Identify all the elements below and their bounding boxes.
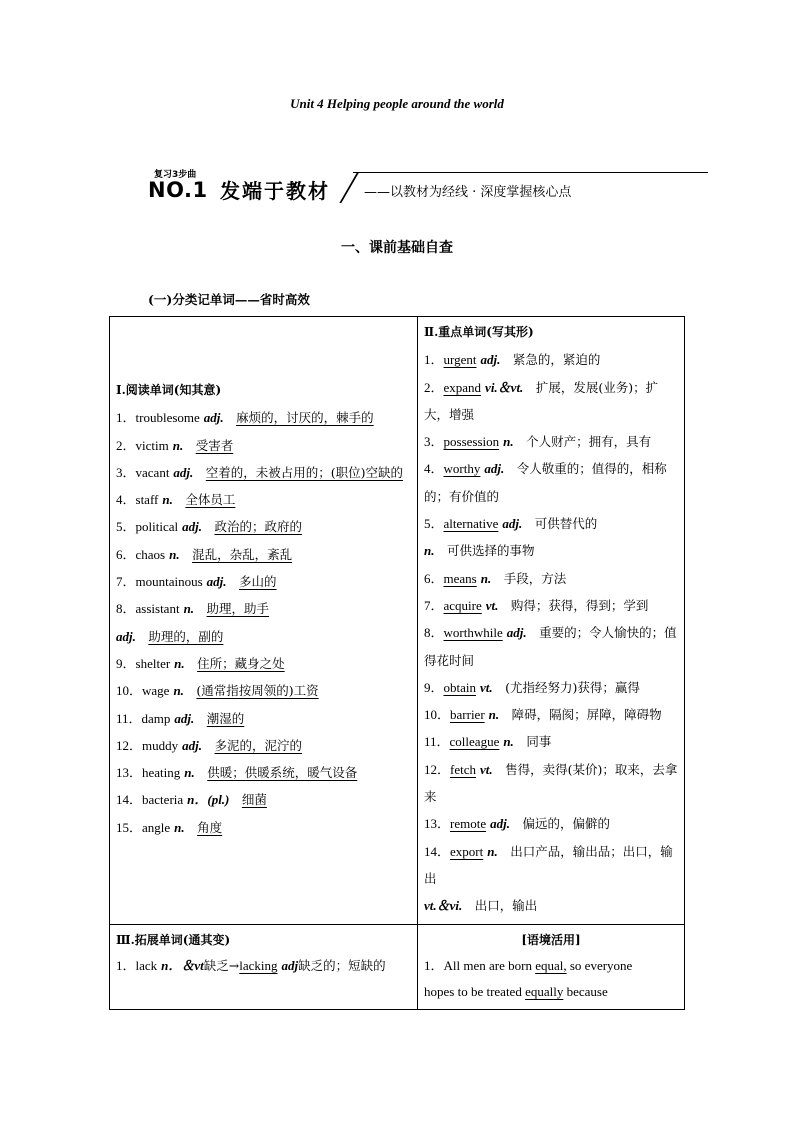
vocab-item xyxy=(424,592,678,619)
vocab-item xyxy=(116,814,411,841)
item-number: 3． xyxy=(424,434,444,450)
part-of-speech: n．(pl.) xyxy=(187,792,230,808)
part-of-speech: adj. xyxy=(480,352,501,368)
vocab-item xyxy=(424,838,678,893)
part-of-speech: n. xyxy=(424,543,435,559)
word: alternative xyxy=(443,516,499,532)
item-number: 10． xyxy=(116,683,143,699)
item-number: 12． xyxy=(116,737,143,753)
part-of-speech: adj. xyxy=(206,574,227,590)
part-of-speech: adj. xyxy=(173,464,194,480)
item-number: 13． xyxy=(116,765,143,781)
meaning: 可供替代的 xyxy=(534,516,598,532)
part-of-speech: vt. xyxy=(480,679,493,695)
answer-blank: equal, xyxy=(535,957,567,973)
vocab-item xyxy=(424,565,678,592)
vocab-item xyxy=(116,595,411,622)
reading-words-cell xyxy=(110,317,418,925)
vocab-item xyxy=(424,701,678,728)
vocab-item-extra xyxy=(424,892,678,919)
meaning: 出口产品，输出品；出口，输出 xyxy=(424,843,673,886)
meaning: 助理，助手 xyxy=(206,601,270,617)
vocab-item xyxy=(424,510,678,537)
section-title: 一、课前基础自查 xyxy=(341,240,453,256)
word: vacant xyxy=(135,464,170,480)
vocab-item xyxy=(424,428,678,455)
vocab-item xyxy=(116,486,411,513)
vocab-item-extra xyxy=(116,623,411,650)
item-number: 8． xyxy=(116,601,136,617)
vocab-item xyxy=(116,432,411,459)
part-of-speech: vt.＆vi. xyxy=(424,898,463,914)
vocabulary-table xyxy=(109,316,685,1010)
item-number: 5． xyxy=(424,516,444,532)
meaning: 偏远的，偏僻的 xyxy=(522,816,610,832)
meaning: 手段，方法 xyxy=(503,570,567,586)
vocab-item xyxy=(116,568,411,595)
part-of-speech: n. xyxy=(487,843,498,859)
vocab-item xyxy=(116,759,411,786)
word: fetch xyxy=(450,761,476,777)
meaning: 同事 xyxy=(526,734,552,750)
banner-main-title: 发端于教材 xyxy=(220,179,330,203)
vocab-item xyxy=(424,810,678,837)
item-number: 14． xyxy=(116,792,143,808)
vocab-item xyxy=(424,728,678,755)
meaning: 出口，输出 xyxy=(474,898,538,914)
part-of-speech: adj. xyxy=(116,628,136,644)
extended-item-1: 1．lack n．＆vt缺乏→lacking adj缺乏的；短缺的 xyxy=(116,957,386,973)
meaning: 潮湿的 xyxy=(206,710,245,726)
part-of-speech: adj. xyxy=(502,516,523,532)
word: worthy xyxy=(443,461,481,477)
part-of-speech: n. xyxy=(172,437,184,453)
meaning: 空着的，未被占用的；(职位)空缺的 xyxy=(205,464,404,480)
answer-blank: lacking xyxy=(239,957,278,973)
vocab-item xyxy=(116,513,411,540)
extended-heading: Ⅲ.拓展单词(通其变) xyxy=(116,932,231,947)
item-number: 6． xyxy=(424,570,444,586)
item-number: 15． xyxy=(116,819,143,835)
word: mountainous xyxy=(135,574,203,590)
key-words-cell xyxy=(418,317,685,925)
item-number: 1． xyxy=(424,352,444,368)
vocab-item-extra xyxy=(424,537,678,564)
word: heating xyxy=(142,765,181,781)
meaning: 供暖；供暖系统，暖气设备 xyxy=(207,765,358,781)
key-heading: Ⅱ.重点单词(写其形) xyxy=(424,325,534,339)
word: obtain xyxy=(443,679,477,695)
meaning: 助理的，副的 xyxy=(148,628,224,644)
section-banner xyxy=(148,167,708,207)
meaning: 可供选择的事物 xyxy=(446,543,535,559)
word: wage xyxy=(142,683,170,699)
vocab-item xyxy=(424,674,678,701)
context-usage-cell xyxy=(418,924,685,1009)
word: chaos xyxy=(135,546,166,562)
word: staff xyxy=(135,492,159,508)
meaning: 多山的 xyxy=(239,574,277,590)
word: colleague xyxy=(449,734,500,750)
extended-words-cell xyxy=(110,924,418,1009)
vocab-item xyxy=(116,677,411,704)
meaning: 令人敬重的；值得的，相称的；有价值的 xyxy=(424,461,667,504)
vocab-item xyxy=(116,459,411,486)
vocab-item xyxy=(424,619,678,674)
vocab-item xyxy=(424,374,678,429)
item-number: 4． xyxy=(424,461,444,477)
item-number: 8． xyxy=(424,625,444,641)
vocab-item xyxy=(424,346,678,373)
vocab-item xyxy=(424,756,678,811)
vocab-item xyxy=(116,650,411,677)
banner-top-rule xyxy=(353,172,708,173)
meaning: 紧急的，紧迫的 xyxy=(512,352,601,368)
part-of-speech: vi.＆vt. xyxy=(485,379,524,395)
part-of-speech: vt. xyxy=(479,761,493,777)
item-number: 14． xyxy=(424,843,451,859)
meaning: 住所；藏身之处 xyxy=(197,655,285,671)
part-of-speech: n. xyxy=(488,707,500,723)
item-number: 6． xyxy=(116,546,136,562)
banner-small-label: 复习3步曲 xyxy=(154,170,197,180)
part-of-speech: vt. xyxy=(485,597,499,613)
item-number: 2． xyxy=(424,379,444,395)
part-of-speech: adj. xyxy=(174,710,195,726)
word: damp xyxy=(141,710,171,726)
part-of-speech: n. xyxy=(174,819,185,835)
unit-title: Unit 4 Helping people around the world xyxy=(290,96,504,111)
part-of-speech: adj. xyxy=(182,519,202,535)
meaning: 多泥的，泥泞的 xyxy=(214,737,303,753)
meaning: 重要的；令人愉快的；值得花时间 xyxy=(424,625,677,668)
word: barrier xyxy=(450,707,485,723)
part-of-speech: n. xyxy=(503,434,514,450)
item-number: 11． xyxy=(116,710,142,726)
part-of-speech: n. xyxy=(184,765,195,781)
part-of-speech: n. xyxy=(174,655,185,671)
vocab-item xyxy=(116,404,411,431)
word: victim xyxy=(135,437,169,453)
meaning: 购得；获得，得到；学到 xyxy=(510,597,649,613)
vocab-item xyxy=(424,455,678,510)
part-of-speech: adj. xyxy=(506,625,527,641)
subsection-title: (一)分类记单词——省时高效 xyxy=(148,292,310,307)
word: angle xyxy=(142,819,171,835)
meaning: 麻烦的，讨厌的，棘手的 xyxy=(236,410,374,426)
banner-slash-divider xyxy=(339,173,358,203)
meaning: 受害者 xyxy=(195,437,234,453)
word: possession xyxy=(443,434,500,450)
meaning: 细菌 xyxy=(241,792,267,808)
part-of-speech: adj. xyxy=(490,816,510,832)
meaning: 混乱，杂乱，紊乱 xyxy=(192,546,293,562)
item-number: 5． xyxy=(116,519,136,535)
part-of-speech: n. xyxy=(173,683,184,699)
meaning: (尤指经努力)获得；赢得 xyxy=(505,679,640,695)
part-of-speech: adj. xyxy=(484,461,505,477)
part-of-speech: n. xyxy=(503,734,514,750)
word: muddy xyxy=(142,737,179,753)
reading-heading: Ⅰ.阅读单词(知其意) xyxy=(116,383,222,397)
context-sentence-1-cont: hopes to be treated equally because xyxy=(424,983,608,999)
context-heading: [语境活用] xyxy=(521,932,581,947)
part-of-speech: adj. xyxy=(182,737,202,753)
item-number: 12． xyxy=(424,761,451,777)
banner-subtitle: ——以教材为经线 · 深度掌握核心点 xyxy=(364,185,572,200)
meaning: (通常指按周领的)工资 xyxy=(196,683,319,699)
word: lack xyxy=(135,957,158,973)
meaning: 障碍，隔阂；屏障，障碍物 xyxy=(511,707,662,723)
meaning: 全体员工 xyxy=(185,492,236,508)
vocab-item xyxy=(116,786,411,813)
item-number: 9． xyxy=(424,679,444,695)
meaning: 政治的；政府的 xyxy=(214,519,302,535)
vocab-item xyxy=(116,541,411,568)
word: political xyxy=(135,519,179,535)
context-sentence-1: 1．All men are born equal, so everyone xyxy=(424,957,633,973)
part-of-speech: adj. xyxy=(203,410,224,426)
item-number: 1． xyxy=(116,410,136,426)
meaning: 角度 xyxy=(197,819,223,835)
word: urgent xyxy=(443,352,477,368)
word: assistant xyxy=(135,601,180,617)
item-number: 4． xyxy=(116,492,136,508)
word: worthwhile xyxy=(443,625,503,641)
answer-blank: equally xyxy=(525,983,564,999)
part-of-speech: n. xyxy=(169,546,180,562)
vocab-item xyxy=(116,705,411,732)
word: means xyxy=(443,570,477,586)
meaning: 售得，卖得(某价)；取来，去拿来 xyxy=(424,761,678,805)
reading-list xyxy=(116,404,411,841)
item-number: 2． xyxy=(116,437,136,453)
item-number: 3． xyxy=(116,464,136,480)
part-of-speech: n. xyxy=(162,492,173,508)
word: bacteria xyxy=(142,792,184,808)
item-number: 9． xyxy=(116,655,136,671)
word: remote xyxy=(450,816,487,832)
key-list xyxy=(424,346,678,919)
item-number: 11． xyxy=(424,734,450,750)
meaning: 扩展，发展(业务)；扩大，增强 xyxy=(424,379,659,422)
word: export xyxy=(450,843,484,859)
part-of-speech: n. xyxy=(183,601,195,617)
item-number: 10． xyxy=(424,707,451,723)
item-number: 13． xyxy=(424,816,451,832)
word: acquire xyxy=(443,597,482,613)
meaning: 个人财产；拥有，具有 xyxy=(526,434,652,450)
item-number: 7． xyxy=(424,597,444,613)
part-of-speech: n. xyxy=(480,570,492,586)
word: shelter xyxy=(135,655,171,671)
item-number: 7． xyxy=(116,574,136,590)
vocab-item xyxy=(116,732,411,759)
word: expand xyxy=(443,379,482,395)
banner-number: NO.1 xyxy=(148,178,208,202)
word: troublesome xyxy=(135,410,200,426)
